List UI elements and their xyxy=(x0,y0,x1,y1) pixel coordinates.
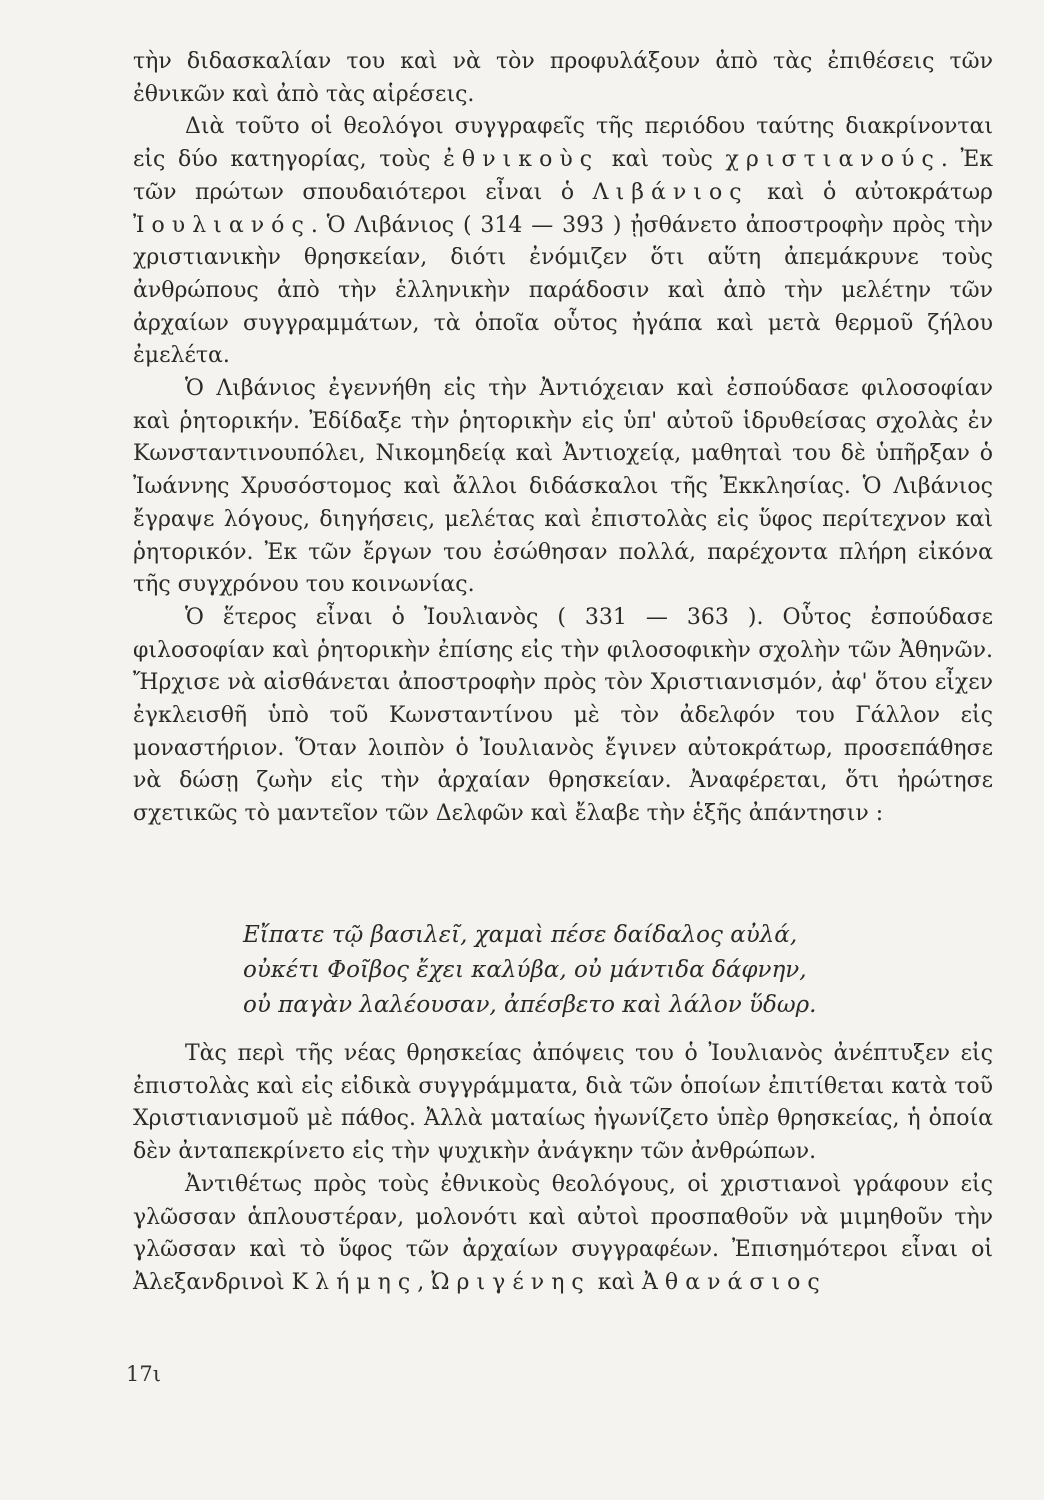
paragraph-6-text-e: καὶ xyxy=(590,1269,642,1295)
page-number: 17ι xyxy=(126,1362,161,1386)
paragraph-3: Ὁ Λιβάνιος ἐγεννήθη εἰς τὴν Ἀντιόχειαν καὶ ἐσπούδασε φιλοσοφίαν καὶ ῥητορικήν. Ἐδίδαξε τὴν ῥητορικὴν εἰς ὑπ' αὐτοῦ ἱδρυθείσας σχολὰς ἐν Κωνσταντινουπόλει, Νικομηδείᾳ καὶ Ἀντιοχείᾳ, μαθηταὶ του δὲ ὑπῆρξαν ὁ Ἰωάννης Χρυσόστομος καὶ ἄλλοι διδάσκαλοι τῆς Ἐκκλησίας. Ὁ Λιβάνιος ἔγραψε λόγους, διηγήσεις, μελέτας καὶ ἐπιστολὰς εἰς ὕφος περίτεχνον καὶ ῥητορικόν. Ἐκ τῶν ἔργων του ἐσώθησαν πολλά, παρέχοντα πλήρη εἰκόνα τῆς συγχρόνου του κοινωνίας. xyxy=(133,376,993,598)
paragraph-5: Τὰς περὶ τῆς νέας θρησκείας ἀπόψεις του ὁ Ἰουλιανὸς ἀνέπτυξεν εἰς ἐπιστολὰς καὶ εἰς εἰδικὰ συγγράμματα, διὰ τῶν ὁποίων ἐπιτίθεται κατὰ τοῦ Χριστιανισμοῦ μὲ πάθος. Ἀλλὰ ματαίως ἠγωνίζετο ὑπὲρ θρησκείας, ἡ ὁποία δὲν ἀνταπεκρίνετο εἰς τὴν ψυχικὴν ἀνάγκην τῶν ἀνθρώπων. xyxy=(133,1041,993,1165)
name-origenes: Ὠριγένης xyxy=(431,1269,591,1295)
paragraph-2-text-e: . Ἐκ τῶν πρώτων σπουδαιότεροι εἶναι ὁ xyxy=(133,147,994,205)
paragraph-6 xyxy=(133,1169,993,1300)
paragraph-4: Ὁ ἕτερος εἶναι ὁ Ἰουλιανὸς ( 331 — 363 ). Οὗτος ἐσπούδασε φιλοσοφίαν καὶ ῥητορικὴν ἐπίσης εἰς τὴν φιλοσοφικὴν σχολὴν τῶν Ἀθηνῶν. Ἤρχισε νὰ αἰσθάνεται ἀποστροφὴν πρὸς τὸν Χριστιανισμόν, ἀφ' ὅτου εἶχεν ἐγκλεισθῆ ὑπὸ τοῦ Κωνσταντίνου μὲ τὸν ἀδελφόν του Γάλλον εἰς μοναστήριον. Ὅταν λοιπὸν ὁ Ἰουλιανὸς ἔγινεν αὐτοκράτωρ, προσεπάθησε νὰ δώσῃ ζωὴν εἰς τὴν ἀρχαίαν θρησκείαν. Ἀναφέρεται, ὅτι ἠρώτησε σχετικῶς τὸ μαντεῖον τῶν Δελφῶν καὶ ἔλαβε τὴν ἑξῆς ἀπάντησιν : xyxy=(133,604,993,827)
text-block-upper xyxy=(133,46,993,831)
paragraph-2-text-g: καὶ ὁ αὐτοκράτωρ xyxy=(748,179,993,205)
paragraph-6-text-a: Ἀντιθέτως πρὸς τοὺς ἐθνικοὺς θεολόγους, οἱ χριστιανοὶ γράφουν εἰς γλῶσσαν ἁπλουστέραν, μολονότι καὶ αὐτοὶ προσπαθοῦν νὰ μιμηθοῦν τὴν γλῶσσαν καὶ τὸ ὕφος τῶν ἀρχαίων συγγραφέων. Ἐπισημότεροι εἶναι οἱ Ἀλεξανδρινοὶ xyxy=(133,1171,993,1295)
name-klemes: Κλήμης xyxy=(291,1269,418,1295)
paragraph-2 xyxy=(133,111,993,373)
name-ioulianos: Ἰουλιανός xyxy=(133,212,311,238)
paragraph-1: τὴν διδασκαλίαν του καὶ νὰ τὸν προφυλάξουν ἀπὸ τὰς ἐπιθέσεις τῶν ἐθνικῶν καὶ ἀπὸ τὰς αἱρέσεις. xyxy=(133,49,993,107)
term-christianous: χριστιανούς xyxy=(725,147,941,173)
term-ethnikous: ἐθνικοὺς xyxy=(443,147,600,173)
paragraph-2-text-a: Διὰ τοῦτο οἱ θεολόγοι συγγραφεῖς τῆς περιόδου ταύτης διακρίνονται εἰς δύο κατηγορίας, τοὺς xyxy=(133,114,993,173)
poem-line-3: οὐ παγὰν λαλέουσαν, ἀπέσβετο καὶ λάλον ὕδωρ. xyxy=(243,992,817,1018)
paragraph-2-text-c: καὶ τοὺς xyxy=(599,147,726,173)
name-athanasios: Ἀθανάσιος xyxy=(642,1269,827,1295)
paragraph-6-text-c: , xyxy=(417,1269,432,1295)
name-libanios: Λιβάνιος xyxy=(592,179,749,205)
text-block-lower xyxy=(133,1038,993,1300)
paragraph-2-text-i: . Ὁ Λιβάνιος ( 314 — 393 ) ᾐσθάνετο ἀποστροφὴν πρὸς τὴν χριστιανικὴν θρησκείαν, διότι ἐνόμιζεν ὅτι αὕτη ἀπεμάκρυνε τοὺς ἀνθρώπους ἀπὸ τὴν ἑλληνικὴν παράδοσιν καὶ ἀπὸ τὴν μελέτην τῶν ἀρχαίων συγγραμμάτων, τὰ ὁποῖα οὗτος ἠγάπα καὶ μετὰ θερμοῦ ζήλου ἐμελέτα. xyxy=(133,212,993,369)
poem-line-2: οὐκέτι Φοῖβος ἔχει καλύβα, οὐ μάντιδα δάφνην, xyxy=(243,957,807,983)
poem-line-1: Εἴπατε τῷ βασιλεῖ, χαμαὶ πέσε δαίδαλος αὐλά, xyxy=(243,922,798,948)
oracle-poem xyxy=(243,918,943,1023)
